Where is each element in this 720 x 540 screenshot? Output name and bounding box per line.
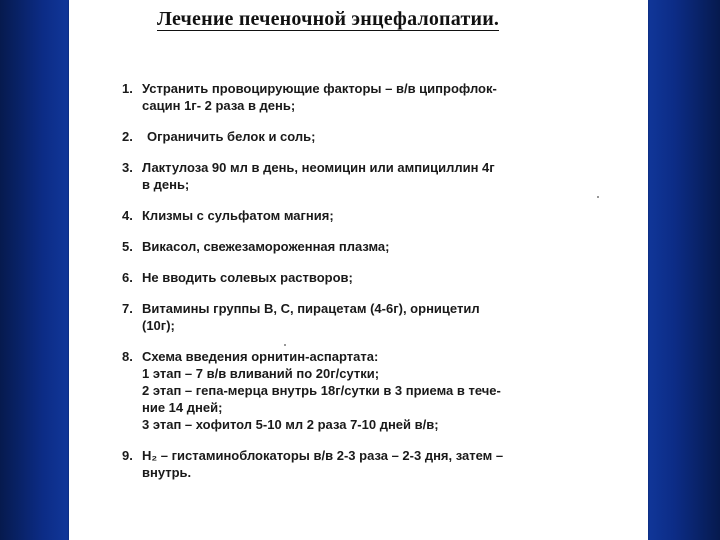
list-item-number: 3. [122, 160, 133, 175]
list-item-number: 1. [122, 81, 133, 96]
list-item-6 [122, 269, 642, 286]
list-item-line: Клизмы с сульфатом магния; [142, 208, 334, 223]
list-item-7 [122, 300, 642, 334]
list-item-3 [122, 159, 642, 193]
list-item-2 [122, 128, 642, 145]
list-item-line: 1 этап – 7 в/в вливаний по 20г/сутки; [142, 366, 380, 381]
list-item-line: в день; [142, 177, 190, 192]
scan-speck [597, 196, 599, 198]
list-item-line: сацин 1г- 2 раза в день; [142, 98, 296, 113]
list-item-line: H₂ – гистаминоблокаторы в/в 2-3 раза – 2-3 дня, затем – [142, 448, 504, 463]
slide-background-right [644, 0, 720, 540]
list-item-number: 8. [122, 349, 133, 364]
list-item-line: Витамины группы В, С, пирацетам (4-6г), орницетил [142, 301, 480, 316]
list-item-number: 2. [122, 129, 133, 144]
page-title: Лечение печеночной энцефалопатии. [157, 8, 500, 30]
list-item-line: (10г); [142, 318, 175, 333]
list-item-line: внутрь. [142, 465, 192, 480]
list-item-line: Викасол, свежезамороженная плазма; [142, 239, 390, 254]
list-item-9 [122, 447, 642, 481]
list-item-1 [122, 80, 642, 114]
list-item-number: 4. [122, 208, 133, 223]
list-item-number: 7. [122, 301, 133, 316]
list-item-line: Лактулоза 90 мл в день, неомицин или ампициллин 4г [142, 160, 495, 175]
scan-speck [284, 344, 286, 346]
list-item-line: Схема введения орнитин-аспартата: [142, 349, 379, 364]
list-item-line: Ограничить белок и соль; [147, 129, 316, 144]
slide-background-left [0, 0, 72, 540]
list-item-line: ние 14 дней; [142, 400, 223, 415]
list-item-number: 9. [122, 448, 133, 463]
list-item-line: Не вводить солевых растворов; [142, 270, 353, 285]
list-item-4 [122, 207, 642, 224]
list-item-number: 6. [122, 270, 133, 285]
list-item-line: 2 этап – гепа-мерца внутрь 18г/сутки в 3 приема в тече- [142, 383, 501, 398]
list-item-number: 5. [122, 239, 133, 254]
list-item-line: 3 этап – хофитол 5-10 мл 2 раза 7-10 дней в/в; [142, 417, 439, 432]
scanned-page [69, 0, 648, 540]
list-item-5 [122, 238, 642, 255]
list-item-line: Устранить провоцирующие факторы – в/в ципрофлок- [142, 81, 497, 96]
treatment-list [122, 80, 642, 495]
list-item-8 [122, 348, 642, 433]
